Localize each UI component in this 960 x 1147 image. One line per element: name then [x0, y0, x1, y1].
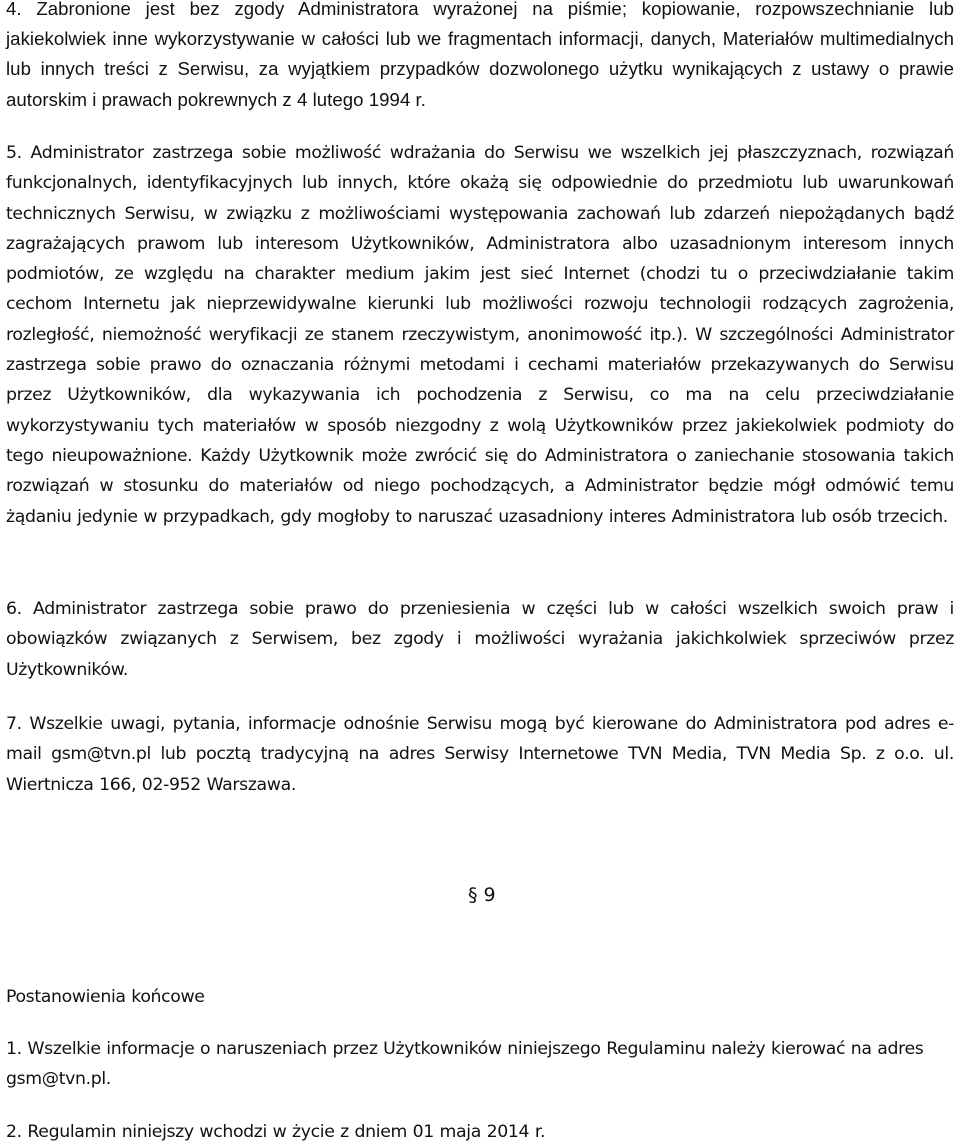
- paragraph-7: 7. Wszelkie uwagi, pytania, informacje odnośnie Serwisu mogą być kierowane do Administratora pod adres e-mail gsm@tvn.pl lub pocztą tradycyjną na adres Serwisy Internetowe TVN Media, TVN Media Sp. z o.o. ul. Wiertnicza 166, 02-952 Warszawa.: [6, 714, 954, 795]
- section-title: Postanowienia końcowe: [6, 987, 205, 1007]
- final-provision-1: 1. Wszelkie informacje o naruszeniach przez Użytkowników niniejszego Regulaminu należy kierować na adres gsm@tvn.pl.: [6, 1039, 924, 1090]
- paragraph-5: 5. Administrator zastrzega sobie możliwość wdrażania do Serwisu we wszelkich jej płaszczyznach, rozwiązań funkcjonalnych, identyfikacyjnych lub innych, które okażą się odpowiednie do przedmiotu lub uwarunkowań technicznych Serwisu, w związku z możliwościami występowania zachowań lub zdarzeń niepożądanych bądź zagrażających prawom lub interesom Użytkowników, Administratora albo uzasadnionym interesom innych podmiotów, ze względu na charakter medium jakim jest sieć Internet (chodzi tu o przeciwdziałanie takim cechom Internetu jak nieprzewidywalne kierunki lub możliwości rozwoju technologii rodzących zagrożenia, rozległość, niemożność weryfikacji ze stanem rzeczywistym, anonimowość itp.). W szczególności Administrator zastrzega sobie prawo do oznaczania różnymi metodami i cechami materiałów przekazywanych do Serwisu przez Użytkowników, dla wykazywania ich pochodzenia z Serwisu, co ma na celu przeciwdziałanie wykorzystywaniu tych materiałów w sposób niezgodny z wolą Użytkowników przez jakiekolwiek podmioty do tego nieupoważnione. Każdy Użytkownik może zwrócić się do Administratora o zaniechanie stosowania takich rozwiązań w stosunku do materiałów od niego pochodzących, a Administrator będzie mógł odmówić temu żądaniu jedynie w przypadkach, gdy mogłoby to naruszać uzasadniony interes Administratora lub osób trzecich.: [6, 143, 954, 527]
- paragraph-6: 6. Administrator zastrzega sobie prawo do przeniesienia w części lub w całości wszelkich swoich praw i obowiązków związanych z Serwisem, bez zgody i możliwości wyrażania jakichkolwiek sprzeciwów przez Użytkowników.: [6, 599, 954, 680]
- final-provision-2: 2. Regulamin niniejszy wchodzi w życie z dniem 01 maja 2014 r.: [6, 1122, 546, 1142]
- paragraph-4: 4. Zabronione jest bez zgody Administratora wyrażonej na piśmie; kopiowanie, rozpowszechnianie lub jakiekolwiek inne wykorzystywanie w całości lub we fragmentach informacji, danych, Materiałów multimedialnych lub innych treści z Serwisu, za wyjątkiem przypadków dozwolonego użytku wynikających z ustawy o prawie autorskim i prawach pokrewnych z 4 lutego 1994 r.: [6, 0, 954, 110]
- section-number: § 9: [468, 884, 496, 906]
